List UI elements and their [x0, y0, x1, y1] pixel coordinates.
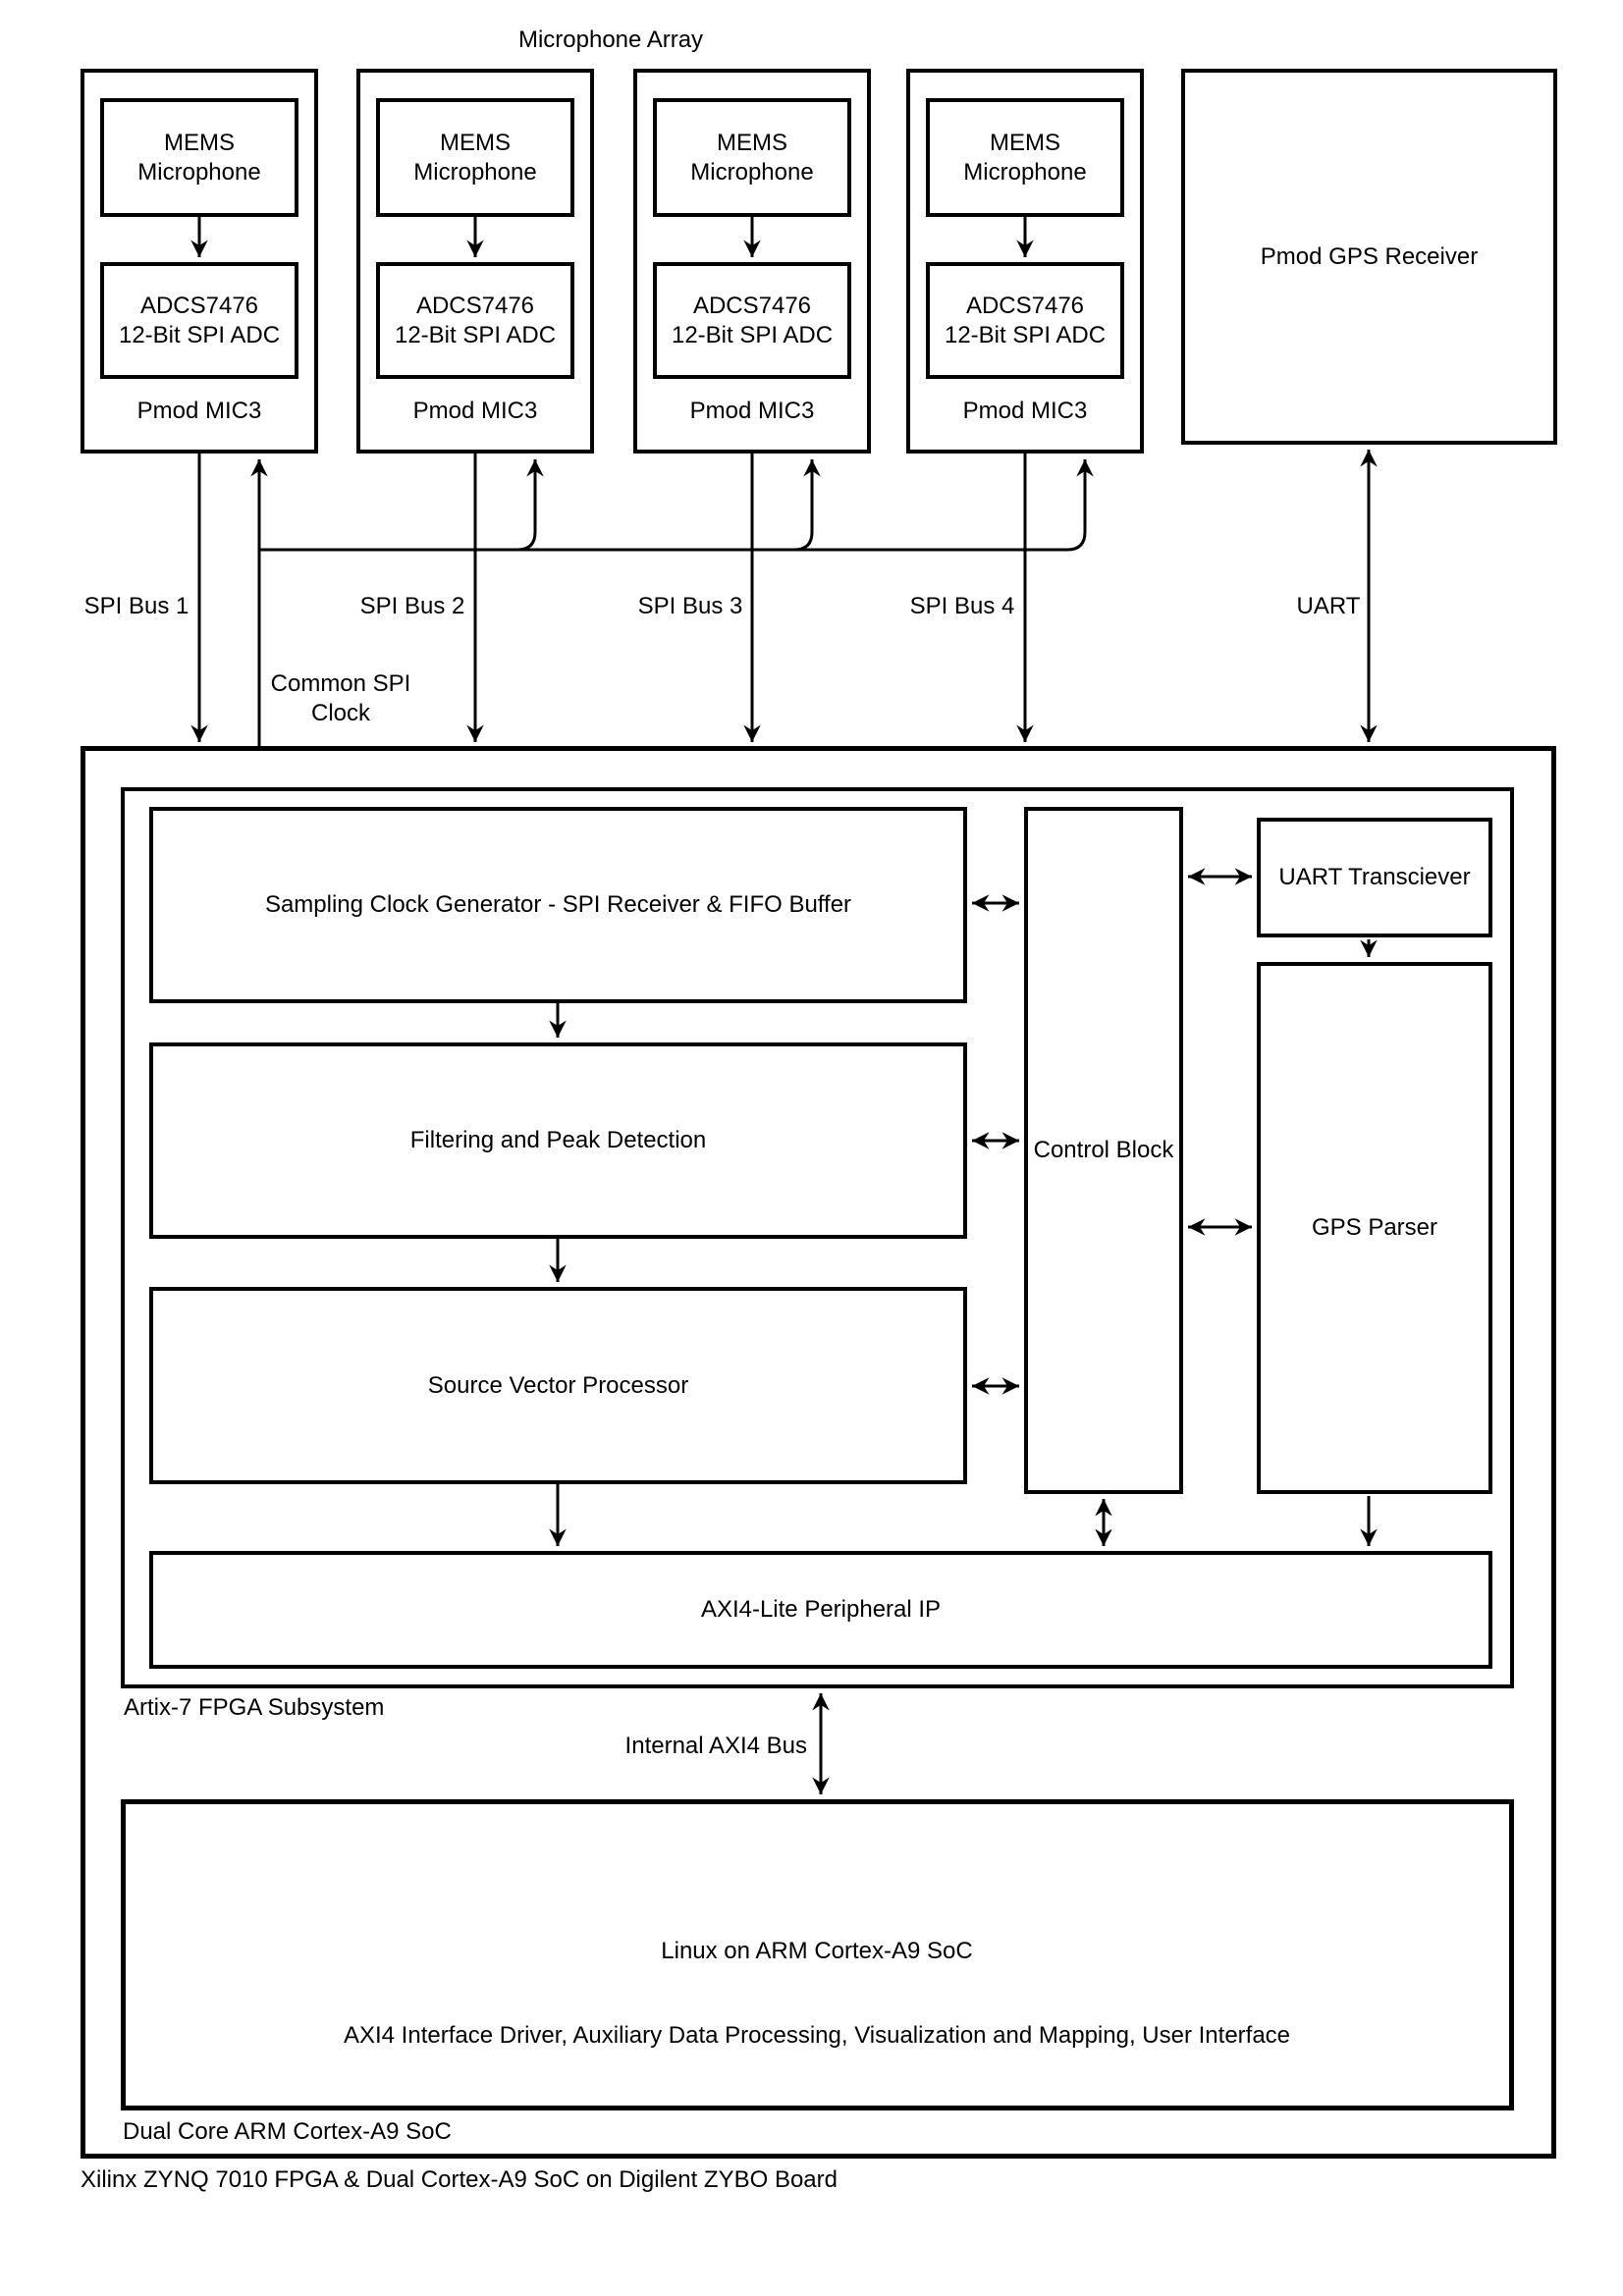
adc-box-2	[376, 262, 574, 379]
mems-line2: Microphone	[413, 158, 537, 186]
source-vector-processor-box	[149, 1287, 967, 1484]
linux-on-arm-label: Linux on ARM Cortex-A9 SoC	[661, 1938, 973, 1964]
sampling-clock-generator-label: Sampling Clock Generator - SPI Receiver & FIFO Buffer	[264, 891, 852, 918]
mems-microphone-box-2	[376, 98, 574, 217]
pmod-mic3-label-1: Pmod MIC3	[136, 398, 262, 424]
sampling-clock-generator-box	[149, 807, 967, 1003]
adc-line2: 12-Bit SPI ADC	[671, 321, 834, 348]
spi-bus-4-label: SPI Bus 4	[909, 593, 1015, 619]
mems-line2: Microphone	[690, 158, 814, 186]
mems-microphone-box-3	[653, 98, 851, 217]
adc-line2: 12-Bit SPI ADC	[394, 321, 557, 348]
axi4-lite-peripheral-box	[149, 1551, 1492, 1669]
control-block-label: Control Block	[1033, 1137, 1174, 1163]
axi4-lite-peripheral-label: AXI4-Lite Peripheral IP	[700, 1596, 942, 1623]
adc-line1: ADCS7476	[415, 292, 535, 319]
pmod-mic3-label-4: Pmod MIC3	[962, 398, 1088, 424]
uart-transciever-label: UART Transciever	[1278, 864, 1471, 890]
spi-clock-riser-4	[1067, 459, 1085, 550]
pmod-mic3-module-4	[906, 69, 1144, 454]
mems-line1: MEMS	[164, 129, 235, 156]
arm-software-functions-label: AXI4 Interface Driver, Auxiliary Data Processing, Visualization and Mapping, User Interface	[343, 2022, 1291, 2049]
pmod-mic3-label-3: Pmod MIC3	[689, 398, 815, 424]
mems-line2: Microphone	[963, 158, 1087, 186]
uart-bus-label: UART	[1296, 593, 1361, 619]
spi-clock-riser-3	[794, 459, 812, 550]
spi-bus-1-label: SPI Bus 1	[83, 593, 189, 619]
microphone-array-title: Microphone Array	[517, 27, 704, 53]
adc-line1: ADCS7476	[139, 292, 259, 319]
adc-line1: ADCS7476	[965, 292, 1085, 319]
filtering-peak-detection-label: Filtering and Peak Detection	[409, 1127, 707, 1153]
mems-microphone-box-1	[100, 98, 298, 217]
internal-axi4-bus-label: Internal AXI4 Bus	[624, 1733, 807, 1759]
mems-microphone-box-4	[926, 98, 1124, 217]
pmod-mic3-module-2	[356, 69, 594, 454]
common-spi-clock-line2: Clock	[310, 700, 370, 726]
spi-bus-3-label: SPI Bus 3	[637, 593, 743, 619]
uart-transciever-box	[1257, 818, 1492, 937]
dual-core-arm-label: Dual Core ARM Cortex-A9 SoC	[123, 2118, 452, 2145]
mems-line2: Microphone	[137, 158, 261, 186]
mems-line1: MEMS	[990, 129, 1060, 156]
source-vector-processor-label: Source Vector Processor	[427, 1371, 689, 1399]
board-caption: Xilinx ZYNQ 7010 FPGA & Dual Cortex-A9 SoC on Digilent ZYBO Board	[81, 2166, 838, 2193]
pmod-gps-receiver-box	[1181, 69, 1557, 445]
mems-line1: MEMS	[440, 129, 511, 156]
pmod-mic3-label-2: Pmod MIC3	[412, 398, 538, 424]
mems-line1: MEMS	[717, 129, 787, 156]
gps-parser-label: GPS Parser	[1311, 1214, 1438, 1241]
adc-line1: ADCS7476	[692, 292, 812, 319]
control-block-box	[1024, 807, 1183, 1494]
adc-line2: 12-Bit SPI ADC	[118, 321, 281, 348]
pmod-mic3-module-1	[81, 69, 318, 454]
adc-line2: 12-Bit SPI ADC	[944, 321, 1107, 348]
adc-box-4	[926, 262, 1124, 379]
pmod-mic3-module-3	[633, 69, 871, 454]
adc-box-3	[653, 262, 851, 379]
spi-clock-riser-2	[517, 459, 535, 550]
common-spi-clock-label	[271, 669, 411, 728]
common-spi-clock-line1: Common SPI	[270, 670, 411, 697]
artix7-fpga-subsystem-label: Artix-7 FPGA Subsystem	[124, 1694, 385, 1721]
spi-bus-2-label: SPI Bus 2	[359, 593, 465, 619]
gps-parser-box	[1257, 962, 1492, 1494]
adc-box-1	[100, 262, 298, 379]
filtering-peak-detection-box	[149, 1042, 967, 1239]
pmod-gps-receiver-label: Pmod GPS Receiver	[1260, 242, 1479, 270]
